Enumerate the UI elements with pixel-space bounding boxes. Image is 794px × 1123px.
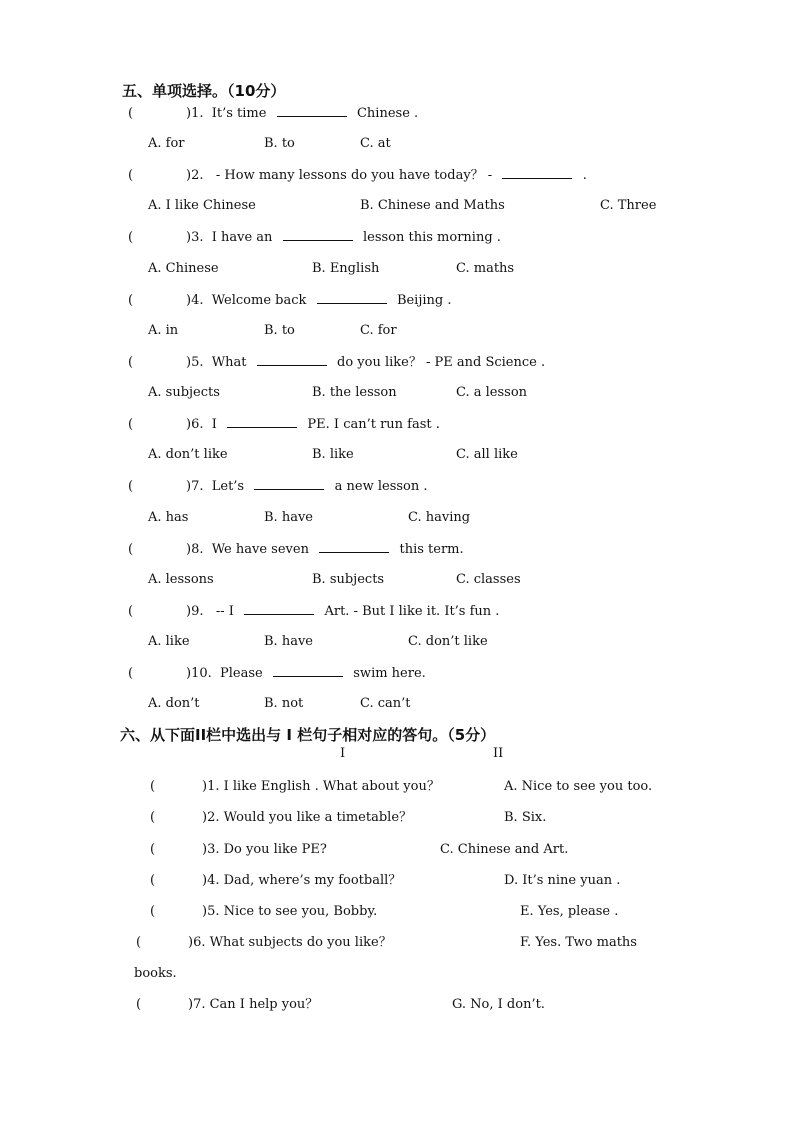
question-7: ( )7. Let’s a new lesson . [128, 479, 428, 494]
option-a: A. in [148, 323, 179, 338]
match-answer-f: F. Yes. Two maths [520, 935, 637, 950]
answer-blank[interactable] [283, 228, 353, 241]
column-ii-header: II [493, 746, 504, 761]
option-b: B. Chinese and Maths [360, 198, 505, 213]
option-b: B. to [264, 136, 295, 151]
column-i-header: I [340, 746, 346, 761]
option-c: C. a lesson [456, 385, 528, 400]
question-6: ( )6. I PE. I can’t run fast . [128, 417, 440, 432]
question-3: ( )3. I have an lesson this morning . [128, 230, 501, 245]
option-b: B. English [312, 261, 380, 276]
option-c: C. having [408, 510, 471, 525]
match-row-2: ( )2. Would you like a timetable？ [150, 810, 413, 825]
answer-blank[interactable] [244, 602, 314, 615]
match-answer-a: A. Nice to see you too. [504, 779, 653, 794]
option-a: A. has [148, 510, 189, 525]
section6-title: 六、从下面II栏中选出与 I 栏句子相对应的答句。（5分） [120, 726, 496, 744]
match-row-6-continued: books. [134, 966, 177, 981]
match-row-3: ( )3. Do you like PE? [150, 842, 327, 857]
match-row-7: ( )7. Can I help you？ [136, 997, 319, 1012]
option-b: B. not [264, 696, 304, 711]
answer-blank[interactable] [254, 477, 324, 490]
option-a: A. like [148, 634, 190, 649]
option-b: B. to [264, 323, 295, 338]
option-b: B. subjects [312, 572, 385, 587]
question-8: ( )8. We have seven this term. [128, 542, 464, 557]
answer-blank[interactable] [273, 664, 343, 677]
option-a: A. for [148, 136, 185, 151]
option-c: C. at [360, 136, 391, 151]
option-b: B. like [312, 447, 354, 462]
answer-blank[interactable] [317, 291, 387, 304]
answer-blank[interactable] [319, 540, 389, 553]
question-4: ( )4. Welcome back Beijing . [128, 293, 452, 308]
question-9: ( )9. -- I Art. - But I like it. It’s fun . [128, 604, 500, 619]
question-10: ( )10. Please swim here. [128, 666, 426, 681]
answer-blank[interactable] [257, 353, 327, 366]
option-c: C. all like [456, 447, 518, 462]
option-a: A. Chinese [148, 261, 219, 276]
option-a: A. don’t like [148, 447, 228, 462]
option-b: B. the lesson [312, 385, 397, 400]
option-b: B. have [264, 634, 313, 649]
option-b: B. have [264, 510, 313, 525]
option-c: C. don’t like [408, 634, 488, 649]
option-c: C. Three [600, 198, 657, 213]
match-answer-b: B. Six. [504, 810, 547, 825]
option-c: C. classes [456, 572, 521, 587]
option-a: A. I like Chinese [148, 198, 256, 213]
option-c: C. can’t [360, 696, 411, 711]
match-answer-d: D. It’s nine yuan . [504, 873, 621, 888]
option-a: A. subjects [148, 385, 220, 400]
match-answer-c: C. Chinese and Art. [440, 842, 569, 857]
answer-blank[interactable] [227, 415, 297, 428]
answer-blank[interactable] [277, 104, 347, 117]
option-c: C. for [360, 323, 397, 338]
match-row-4: ( )4. Dad, where’s my football？ [150, 873, 402, 888]
match-answer-e: E. Yes, please . [520, 904, 619, 919]
answer-blank[interactable] [502, 166, 572, 179]
option-c: C. maths [456, 261, 515, 276]
match-answer-g: G. No, I don’t. [452, 997, 545, 1012]
option-a: A. lessons [148, 572, 214, 587]
match-row-5: ( )5. Nice to see you, Bobby. [150, 904, 378, 919]
question-2: ( )2. - How many lessons do you have today？ - . [128, 168, 587, 183]
match-row-6: ( )6. What subjects do you like？ [136, 935, 392, 950]
match-row-1: ( )1. I like English . What about you？ [150, 779, 440, 794]
option-a: A. don’t [148, 696, 200, 711]
question-5: ( )5. What do you like？ - PE and Science . [128, 355, 546, 370]
section5-title: 五、单项选择。（10分） [122, 82, 286, 100]
question-1: ( )1. It’s time Chinese . [128, 106, 419, 121]
